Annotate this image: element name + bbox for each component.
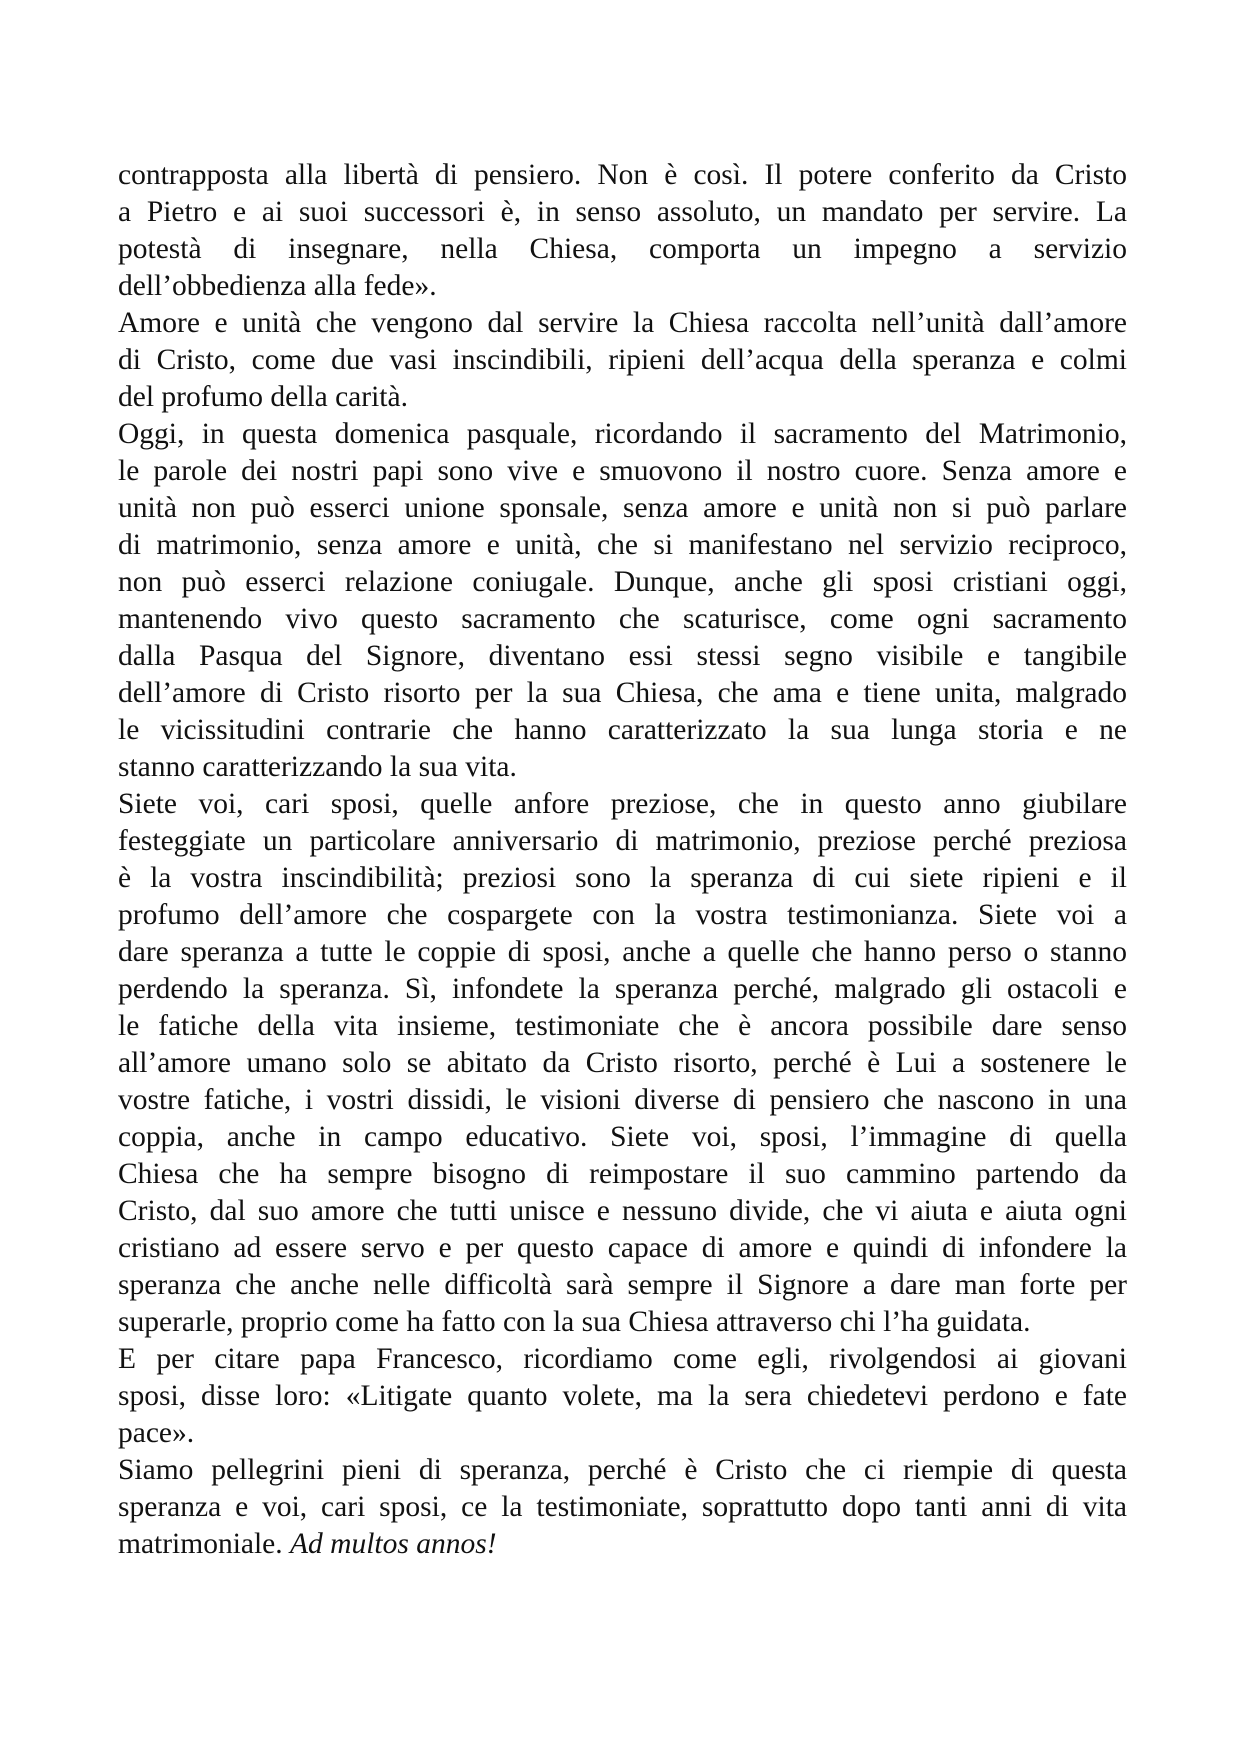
document-page	[118, 157, 1127, 1563]
text-line: sposi, disse loro: «Litigate quanto volete, ma la sera chiedetevi perdono e fate	[118, 1380, 1127, 1412]
text-line: Cristo, dal suo amore che tutti unisce e nessuno divide, che vi aiuta e aiuta ogni	[118, 1195, 1127, 1227]
text-line: cristiano ad essere servo e per questo capace di amore e quindi di infondere la	[118, 1232, 1127, 1264]
text-line: Siamo pellegrini pieni di speranza, perché è Cristo che ci riempie di questa	[118, 1454, 1127, 1486]
text-line: Siete voi, cari sposi, quelle anfore preziose, che in questo anno giubilare	[118, 788, 1127, 820]
paragraph	[118, 157, 1127, 305]
text-line: del profumo della carità.	[118, 381, 408, 413]
text-line: coppia, anche in campo educativo. Siete voi, sposi, l’immagine di quella	[118, 1121, 1127, 1153]
paragraph	[118, 305, 1127, 416]
closing-text: matrimoniale.	[118, 1528, 291, 1560]
text-line: di matrimonio, senza amore e unità, che si manifestano nel servizio reciproco,	[118, 529, 1127, 561]
text-line: di Cristo, come due vasi inscindibili, ripieni dell’acqua della speranza e colmi	[118, 344, 1127, 376]
paragraph	[118, 1341, 1127, 1452]
text-line: Oggi, in questa domenica pasquale, ricordando il sacramento del Matrimonio,	[118, 418, 1127, 450]
text-line: le vicissitudini contrarie che hanno caratterizzato la sua lunga storia e ne	[118, 714, 1127, 746]
text-line: le parole dei nostri papi sono vive e smuovono il nostro cuore. Senza amore e	[118, 455, 1127, 487]
text-line: dell’obbedienza alla fede».	[118, 270, 437, 302]
text-line: profumo dell’amore che cospargete con la vostra testimonianza. Siete voi a	[118, 899, 1127, 931]
text-line: perdendo la speranza. Sì, infondete la speranza perché, malgrado gli ostacoli e	[118, 973, 1127, 1005]
paragraph	[118, 1452, 1127, 1563]
text-line: speranza che anche nelle difficoltà sarà sempre il Signore a dare man forte per	[118, 1269, 1127, 1301]
text-line: unità non può esserci unione sponsale, senza amore e unità non si può parlare	[118, 492, 1127, 524]
text-line: dare speranza a tutte le coppie di sposi, anche a quelle che hanno perso o stanno	[118, 936, 1127, 968]
text-line: potestà di insegnare, nella Chiesa, comporta un impegno a servizio	[118, 233, 1127, 265]
text-line: vostre fatiche, i vostri dissidi, le visioni diverse di pensiero che nascono in una	[118, 1084, 1127, 1116]
text-line: festeggiate un particolare anniversario di matrimonio, preziose perché preziosa	[118, 825, 1127, 857]
text-line: contrapposta alla libertà di pensiero. Non è così. Il potere conferito da Cristo	[118, 159, 1127, 191]
paragraph	[118, 416, 1127, 786]
text-line	[118, 1526, 1127, 1563]
text-line: all’amore umano solo se abitato da Cristo risorto, perché è Lui a sostenere le	[118, 1047, 1127, 1079]
text-line: stanno caratterizzando la sua vita.	[118, 751, 517, 783]
text-line: non può esserci relazione coniugale. Dunque, anche gli sposi cristiani oggi,	[118, 566, 1127, 598]
text-line: Amore e unità che vengono dal servire la Chiesa raccolta nell’unità dall’amore	[118, 307, 1127, 339]
text-line: a Pietro e ai suoi successori è, in senso assoluto, un mandato per servire. La	[118, 196, 1127, 228]
text-line: dalla Pasqua del Signore, diventano essi stessi segno visibile e tangibile	[118, 640, 1127, 672]
closing-blessing: Ad multos annos!	[290, 1528, 497, 1560]
paragraph	[118, 786, 1127, 1341]
text-line: E per citare papa Francesco, ricordiamo come egli, rivolgendosi ai giovani	[118, 1343, 1127, 1375]
text-line: mantenendo vivo questo sacramento che scaturisce, come ogni sacramento	[118, 603, 1127, 635]
text-line: speranza e voi, cari sposi, ce la testimoniate, soprattutto dopo tanti anni di vita	[118, 1491, 1127, 1523]
text-line: pace».	[118, 1417, 195, 1449]
text-line: Chiesa che ha sempre bisogno di reimpostare il suo cammino partendo da	[118, 1158, 1127, 1190]
text-line: dell’amore di Cristo risorto per la sua Chiesa, che ama e tiene unita, malgrado	[118, 677, 1127, 709]
text-line: è la vostra inscindibilità; preziosi sono la speranza di cui siete ripieni e il	[118, 862, 1127, 894]
text-line: superarle, proprio come ha fatto con la sua Chiesa attraverso chi l’ha guidata.	[118, 1306, 1031, 1338]
text-line: le fatiche della vita insieme, testimoniate che è ancora possibile dare senso	[118, 1010, 1127, 1042]
